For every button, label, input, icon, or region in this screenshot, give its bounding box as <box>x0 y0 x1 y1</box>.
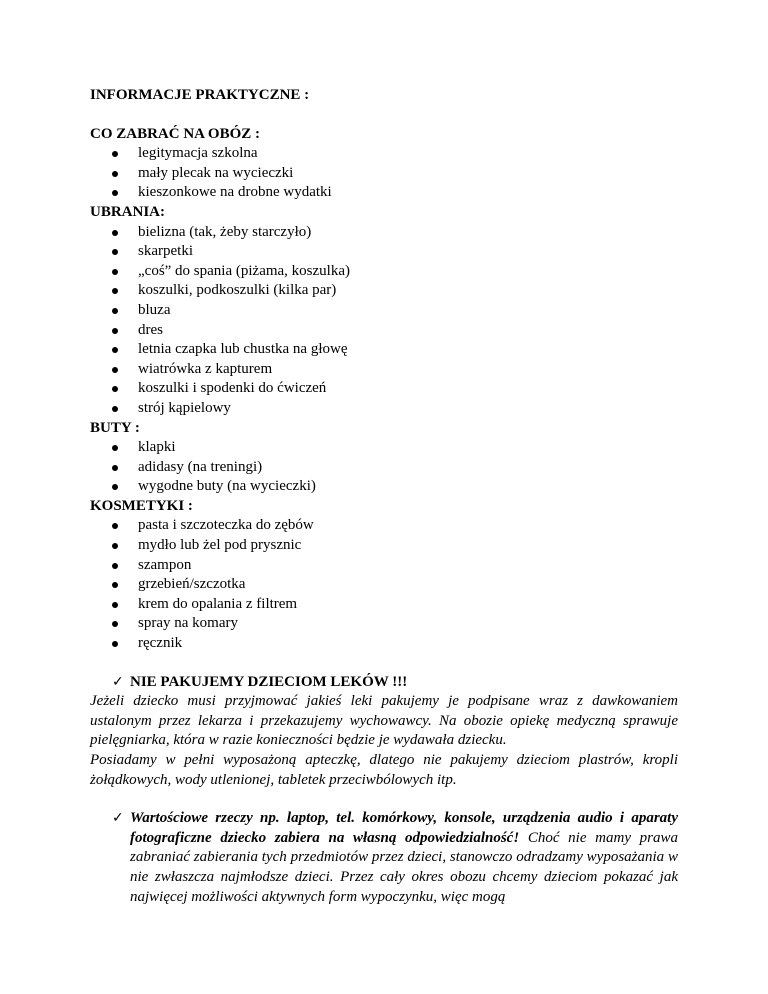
bullet-icon <box>112 445 118 451</box>
note-no-medicines <box>90 673 678 791</box>
list-item: koszulki i spodenki do ćwiczeń <box>90 379 678 399</box>
bullet-icon <box>112 308 118 314</box>
list-item: spray na komary <box>90 614 678 634</box>
section-co-zabrac <box>90 125 678 203</box>
bullet-icon <box>112 386 118 392</box>
list-item: kieszonkowe na drobne wydatki <box>90 183 678 203</box>
section-kosmetyki <box>90 497 678 654</box>
bullet-icon <box>112 465 118 471</box>
checkmark-icon: ✓ <box>112 673 124 690</box>
note-bold-text: Wartościowe rzeczy np. laptop, tel. komórkowy, konsole, urządzenia audio i aparaty fotograficzne dziecko zabiera na własną odpowiedzialność! <box>130 810 678 846</box>
note-paragraph <box>130 809 678 907</box>
bullet-icon <box>112 563 118 569</box>
list-item: adidasy (na treningi) <box>90 458 678 478</box>
note-title: NIE PAKUJEMY DZIECIOM LEKÓW !!! <box>130 673 408 690</box>
note-paragraph: Posiadamy w pełni wyposażoną apteczkę, dlatego nie pakujemy dzieciom plastrów, kropli żołądkowych, wody utlenionej, tabletek przeciwbólowych itp. <box>90 752 678 788</box>
list-item: krem do opalania z filtrem <box>90 595 678 615</box>
bullet-icon <box>112 171 118 177</box>
list-item: mydło lub żel pod prysznic <box>90 536 678 556</box>
bullet-list <box>90 144 678 203</box>
bullet-icon <box>112 543 118 549</box>
bullet-icon <box>112 484 118 490</box>
list-item: legitymacja szkolna <box>90 144 678 164</box>
section-heading: BUTY : <box>90 419 140 436</box>
bullet-list <box>90 223 678 419</box>
bullet-icon <box>112 582 118 588</box>
bullet-icon <box>112 190 118 196</box>
section-ubrania <box>90 203 678 419</box>
bullet-icon <box>112 230 118 236</box>
list-item: wygodne buty (na wycieczki) <box>90 477 678 497</box>
list-item: skarpetki <box>90 242 678 262</box>
list-item: dres <box>90 321 678 341</box>
section-heading: KOSMETYKI : <box>90 497 193 514</box>
section-buty <box>90 419 678 497</box>
note-text: Choć nie mamy prawa zabraniać zabierania tych przedmiotów przez dzieci, stanowczo odradzamy wyposażania w nie zwłaszcza najmłodsze dzieci. Przez cały okres obozu chcemy dzieciom pokazać jak najwięcej możliwości aktywnych form wypoczynku, więc mogą <box>130 829 679 905</box>
bullet-icon <box>112 621 118 627</box>
list-item: bielizna (tak, żeby starczyło) <box>90 223 678 243</box>
bullet-icon <box>112 288 118 294</box>
bullet-icon <box>112 151 118 157</box>
bullet-icon <box>112 602 118 608</box>
section-heading: CO ZABRAĆ NA OBÓZ : <box>90 125 261 142</box>
list-item: mały plecak na wycieczki <box>90 164 678 184</box>
bullet-icon <box>112 249 118 255</box>
list-item: koszulki, podkoszulki (kilka par) <box>90 281 678 301</box>
list-item: „coś” do spania (piżama, koszulka) <box>90 262 678 282</box>
bullet-icon <box>112 367 118 373</box>
section-heading: UBRANIA: <box>90 203 165 220</box>
note-valuables <box>90 809 678 907</box>
list-item: klapki <box>90 438 678 458</box>
list-item: bluza <box>90 301 678 321</box>
list-item: szampon <box>90 556 678 576</box>
document-content <box>90 86 678 907</box>
bullet-icon <box>112 328 118 334</box>
bullet-icon <box>112 406 118 412</box>
note-paragraph: Jeżeli dziecko musi przyjmować jakieś leki pakujemy je podpisane wraz z dawkowaniem ustalonym przez lekarza i przekazujemy wychowawcy. Na obozie opiekę medyczną sprawuje pielęgniarka, która w razie konieczności będzie je wydawała dziecku. <box>90 693 678 749</box>
list-item: grzebień/szczotka <box>90 575 678 595</box>
list-item: ręcznik <box>90 634 678 654</box>
bullet-icon <box>112 269 118 275</box>
list-item: pasta i szczoteczka do zębów <box>90 516 678 536</box>
checkmark-icon: ✓ <box>112 810 124 827</box>
list-item: strój kąpielowy <box>90 399 678 419</box>
bullet-list <box>90 438 678 497</box>
list-item: wiatrówka z kapturem <box>90 360 678 380</box>
bullet-icon <box>112 641 118 647</box>
bullet-icon <box>112 347 118 353</box>
bullet-list <box>90 516 678 653</box>
page-title: INFORMACJE PRAKTYCZNE : <box>90 87 310 103</box>
list-item: letnia czapka lub chustka na głowę <box>90 340 678 360</box>
bullet-icon <box>112 523 118 529</box>
